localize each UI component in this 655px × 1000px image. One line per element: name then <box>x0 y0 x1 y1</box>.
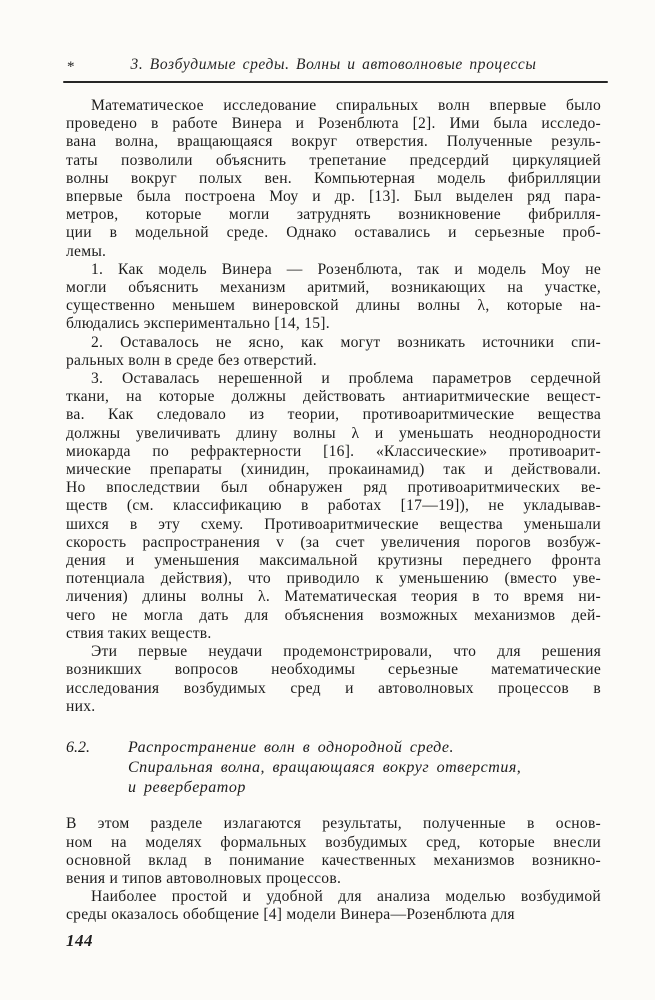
text-line: должны увеличивать длину волны λ и уменьшать неоднородности <box>66 424 601 442</box>
section-title-line: Распространение волн в однородной среде. <box>128 738 455 756</box>
text-line: проведено в работе Винера и Розенблюта [2]. Ими была исследо- <box>66 115 601 133</box>
header-asterisk-mark: * <box>67 59 75 75</box>
text-line: ществ (см. классификацию в работах [17—19]), не укладывав- <box>66 497 601 515</box>
running-title: 3. Возбудимые среды. Волны и автоволновые процессы <box>130 56 537 73</box>
text-line: шихся в эту схему. Противоаритмические вещества уменьшали <box>66 515 601 533</box>
text-line: ствия таких веществ. <box>66 624 212 642</box>
text-line: потенциала действия), что приводило к уменьшению (вместо уве- <box>66 570 601 588</box>
text-line: личения) длины волны λ. Математическая теория в то время ни- <box>66 588 601 606</box>
text-line: вана волна, вращающаяся вокруг отверстия. Полученные резуль- <box>66 133 601 151</box>
text-line: среды оказалось обобщение [4] модели Винера—Розенблюта для <box>66 906 515 924</box>
text-line: дения и уменьшения максимальной крутизны переднего фронта <box>66 552 601 570</box>
text-line: таты позволили объяснить трепетание предсердий циркуляцией <box>66 151 601 169</box>
text-line: них. <box>66 697 96 715</box>
section-title-line: и ревербератор <box>128 778 246 796</box>
paragraph <box>66 370 601 643</box>
text-line: 2. Оставалось не ясно, как могут возникать источники спи- <box>91 333 601 351</box>
page-header <box>66 56 601 78</box>
text-line: существенно меньшем винеровской длины волны λ, которые на- <box>66 297 601 315</box>
text-line: Наиболее простой и удобной для анализа моделью возбудимой <box>91 888 601 906</box>
paragraph <box>66 643 601 716</box>
text-line: Эти первые неудачи продемонстрировали, что для решения <box>91 643 601 661</box>
text-line: ном на моделях формальных возбудимых сред, которые внесли <box>66 833 601 851</box>
page-number: 144 <box>66 931 93 950</box>
text-line: В этом разделе излагаются результаты, полученные в основ- <box>66 815 601 833</box>
section-number: 6.2. <box>66 738 90 756</box>
section-title <box>128 738 601 797</box>
paragraph <box>66 261 601 334</box>
text-line: 1. Как модель Винера — Розенблюта, так и модель Моу не <box>91 260 601 278</box>
page-body <box>66 97 601 925</box>
paragraph <box>66 334 601 370</box>
text-line: метров, которые могли затруднять возникновение фибрилля- <box>66 206 601 224</box>
text-line: ва. Как следовало из теории, противоаритмические вещества <box>66 406 601 424</box>
text-line: блюдались экспериментально [14, 15]. <box>66 315 330 333</box>
paragraph <box>66 97 601 261</box>
text-line: Математическое исследование спиральных волн впервые было <box>91 97 601 114</box>
text-line: возникших вопросов необходимы серьезные математические <box>66 661 601 679</box>
header-rule <box>63 81 608 83</box>
paragraph <box>66 815 601 888</box>
text-line: впервые была построена Моу и др. [13]. Был выделен ряд пара- <box>66 188 601 206</box>
text-line: вения и типов автоволновых процессов. <box>66 869 342 887</box>
text-line: основной вклад в понимание качественных механизмов возникно- <box>66 851 601 869</box>
text-line: чего не могла дать для объяснения возможных механизмов дей- <box>66 606 601 624</box>
text-line: ральных волн в среде без отверстий. <box>66 351 317 369</box>
text-line: Но впоследствии был обнаружен ряд противоаритмических ве- <box>66 479 601 497</box>
text-line: волны вокруг полых вен. Компьютерная модель фибрилляции <box>66 169 601 187</box>
section-heading <box>66 738 601 797</box>
text-line: ткани, на которые должны действовать антиаритмические вещест- <box>66 388 601 406</box>
paragraph <box>66 888 601 924</box>
text-line: лемы. <box>66 242 107 260</box>
text-line: ции в модельной среде. Однако оставались и серьезные проб- <box>66 224 601 242</box>
text-line: исследования возбудимых сред и автоволновых процессов в <box>66 679 601 697</box>
text-line: 3. Оставалась нерешенной и проблема параметров сердечной <box>91 370 601 388</box>
section-title-line: Спиральная волна, вращающаяся вокруг отверстия, <box>128 758 522 776</box>
text-line: миокарда по рефрактерности [16]. «Классические» противоарит- <box>66 442 601 460</box>
text-line: могли объяснить механизм аритмий, возникающих на участке, <box>66 279 601 297</box>
text-line: мические препараты (хинидин, прокаинамид) так и действовали. <box>66 461 601 479</box>
text-line: скорость распространения v (за счет увеличения порогов возбуж- <box>66 533 601 551</box>
